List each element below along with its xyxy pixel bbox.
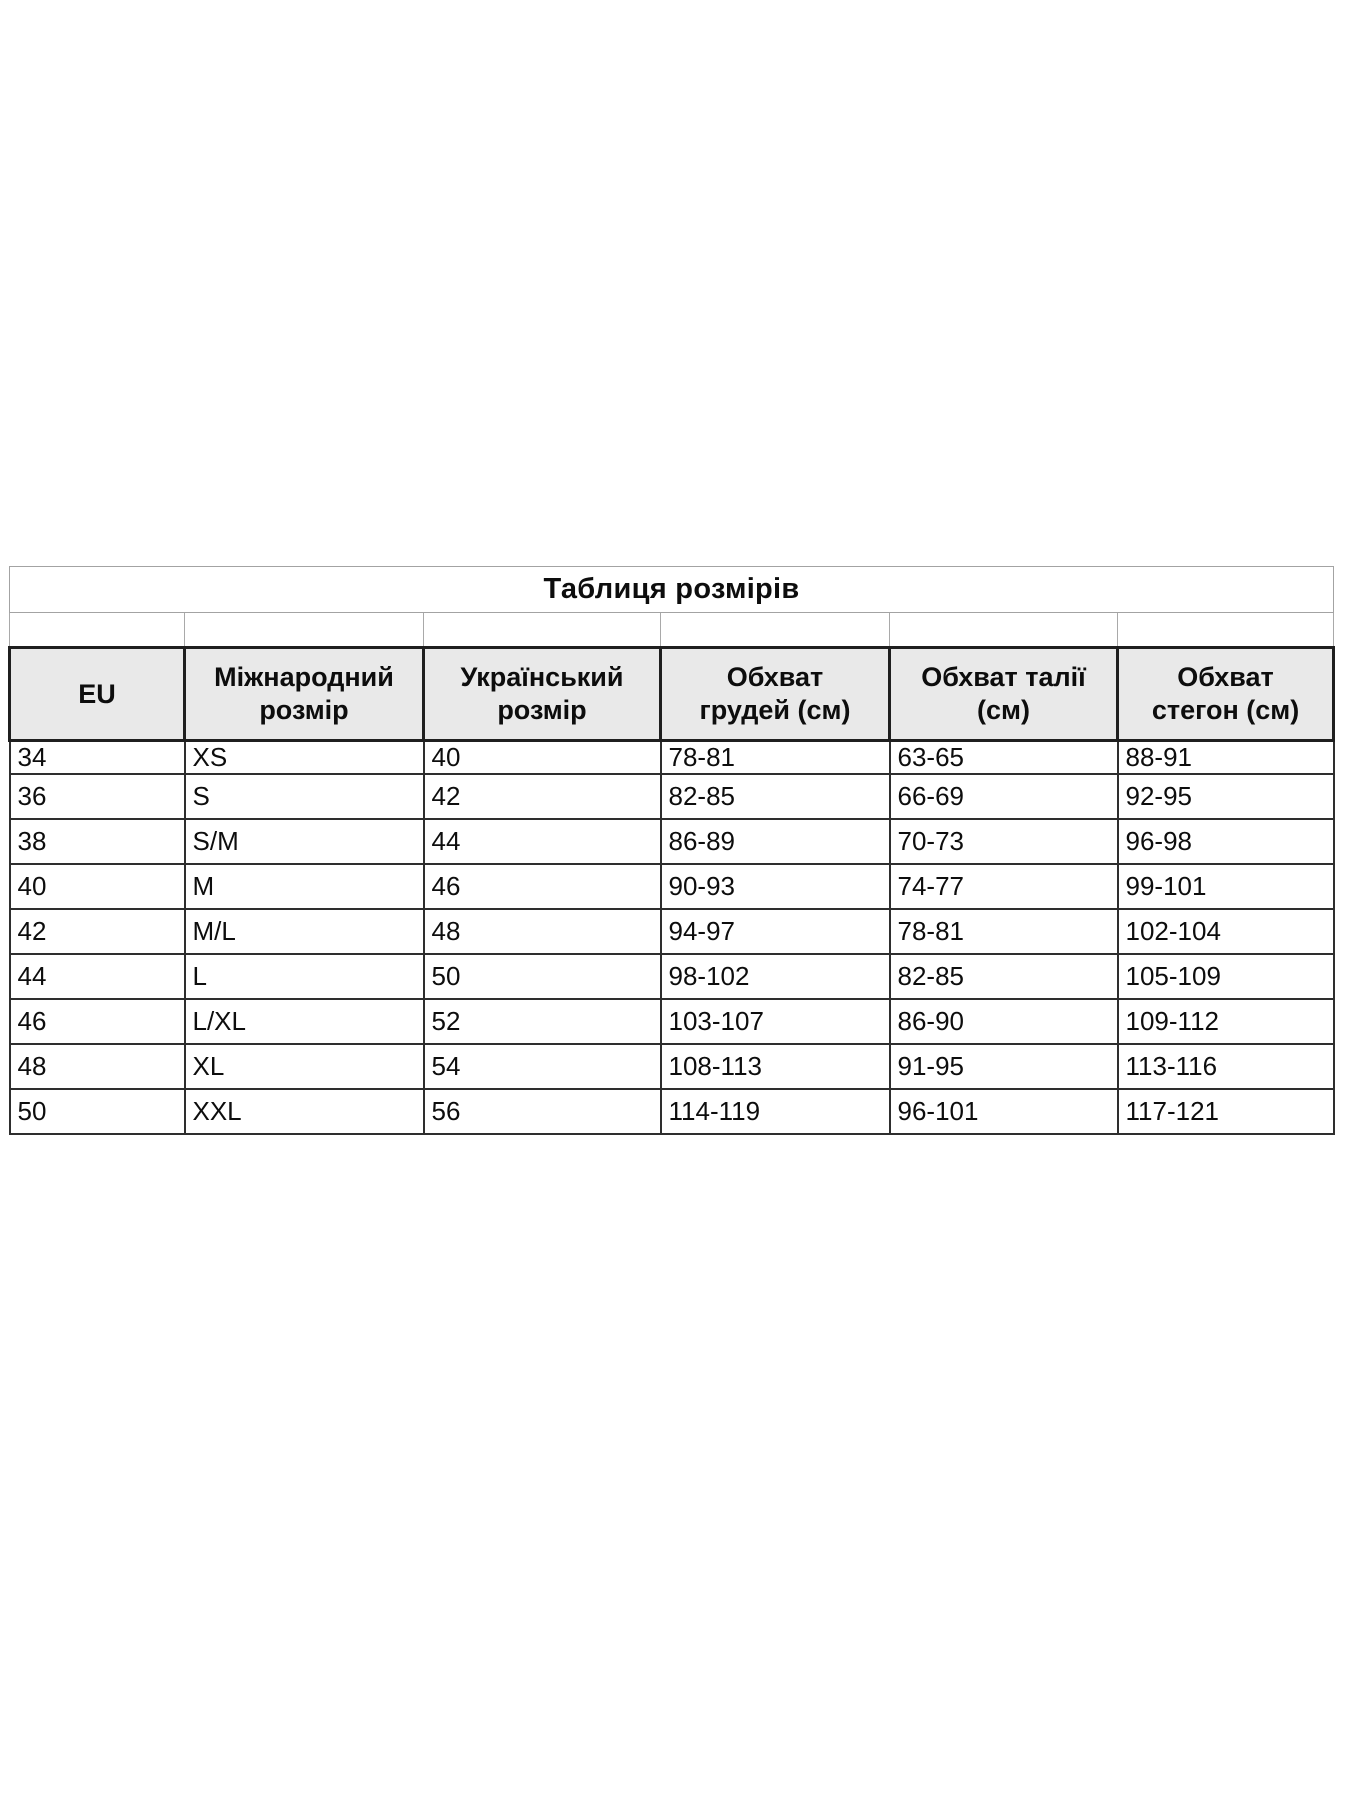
table-cell: 102-104 bbox=[1118, 909, 1334, 954]
table-cell: 99-101 bbox=[1118, 864, 1334, 909]
column-header-eu bbox=[10, 648, 185, 741]
title-row bbox=[10, 567, 1334, 613]
table-cell: 96-98 bbox=[1118, 819, 1334, 864]
table-cell: XXL bbox=[185, 1089, 424, 1134]
table-title: Таблиця розмірів bbox=[10, 567, 1334, 613]
table-row bbox=[10, 864, 1334, 909]
header-row bbox=[10, 648, 1334, 741]
table-cell: M/L bbox=[185, 909, 424, 954]
size-chart-container bbox=[8, 566, 1332, 1135]
table-cell: 50 bbox=[424, 954, 661, 999]
table-cell: 94-97 bbox=[661, 909, 890, 954]
spacer-row bbox=[10, 613, 1334, 648]
table-cell: 42 bbox=[424, 774, 661, 819]
spacer-cell bbox=[890, 613, 1118, 648]
column-header-line: Обхват bbox=[1177, 662, 1274, 693]
table-cell: XS bbox=[185, 741, 424, 775]
column-header-line: Обхват талії bbox=[921, 662, 1086, 693]
table-cell: M bbox=[185, 864, 424, 909]
table-cell: 113-116 bbox=[1118, 1044, 1334, 1089]
table-cell: 42 bbox=[10, 909, 185, 954]
table-cell: 108-113 bbox=[661, 1044, 890, 1089]
table-cell: 56 bbox=[424, 1089, 661, 1134]
column-header-line: розмір bbox=[497, 695, 587, 725]
table-cell: 90-93 bbox=[661, 864, 890, 909]
column-header-line: розмір bbox=[259, 695, 349, 725]
table-cell: 109-112 bbox=[1118, 999, 1334, 1044]
table-cell: 88-91 bbox=[1118, 741, 1334, 775]
table-cell: 74-77 bbox=[890, 864, 1118, 909]
column-header-line: EU bbox=[78, 678, 116, 709]
table-cell: 34 bbox=[10, 741, 185, 775]
table-cell: XL bbox=[185, 1044, 424, 1089]
table-cell: 82-85 bbox=[890, 954, 1118, 999]
table-cell: 78-81 bbox=[661, 741, 890, 775]
table-cell: 86-90 bbox=[890, 999, 1118, 1044]
column-header-line: Український bbox=[460, 662, 624, 693]
table-cell: 70-73 bbox=[890, 819, 1118, 864]
table-cell: 48 bbox=[10, 1044, 185, 1089]
table-cell: L bbox=[185, 954, 424, 999]
column-header-waist bbox=[890, 648, 1118, 741]
table-cell: 40 bbox=[424, 741, 661, 775]
table-row bbox=[10, 1044, 1334, 1089]
table-cell: 66-69 bbox=[890, 774, 1118, 819]
spacer-cell bbox=[1118, 613, 1334, 648]
table-cell: 82-85 bbox=[661, 774, 890, 819]
table-row bbox=[10, 741, 1334, 775]
column-header-chest bbox=[661, 648, 890, 741]
table-cell: 40 bbox=[10, 864, 185, 909]
table-cell: 117-121 bbox=[1118, 1089, 1334, 1134]
column-header-ukrainian-size bbox=[424, 648, 661, 741]
column-header-line: Міжнародний bbox=[214, 662, 394, 693]
table-row bbox=[10, 954, 1334, 999]
table-cell: 91-95 bbox=[890, 1044, 1118, 1089]
size-table bbox=[8, 566, 1335, 1135]
table-cell: 46 bbox=[424, 864, 661, 909]
table-cell: 78-81 bbox=[890, 909, 1118, 954]
column-header-hips bbox=[1118, 648, 1334, 741]
table-cell: 52 bbox=[424, 999, 661, 1044]
table-cell: 46 bbox=[10, 999, 185, 1044]
table-cell: 36 bbox=[10, 774, 185, 819]
table-row bbox=[10, 819, 1334, 864]
column-header-line: Обхват bbox=[726, 662, 824, 693]
table-cell: 98-102 bbox=[661, 954, 890, 999]
table-cell: 105-109 bbox=[1118, 954, 1334, 999]
table-cell: S/M bbox=[185, 819, 424, 864]
table-cell: 48 bbox=[424, 909, 661, 954]
column-header-line: грудей (см) bbox=[699, 695, 851, 725]
table-cell: 114-119 bbox=[661, 1089, 890, 1134]
table-row bbox=[10, 1089, 1334, 1134]
spacer-cell bbox=[661, 613, 890, 648]
table-row bbox=[10, 999, 1334, 1044]
spacer-cell bbox=[424, 613, 661, 648]
table-cell: 44 bbox=[10, 954, 185, 999]
table-cell: 103-107 bbox=[661, 999, 890, 1044]
table-row bbox=[10, 774, 1334, 819]
table-cell: 54 bbox=[424, 1044, 661, 1089]
table-cell: 86-89 bbox=[661, 819, 890, 864]
table-row bbox=[10, 909, 1334, 954]
table-cell: 92-95 bbox=[1118, 774, 1334, 819]
spacer-cell bbox=[185, 613, 424, 648]
table-cell: 63-65 bbox=[890, 741, 1118, 775]
table-cell: L/XL bbox=[185, 999, 424, 1044]
table-cell: 96-101 bbox=[890, 1089, 1118, 1134]
table-cell: 44 bbox=[424, 819, 661, 864]
table-cell: S bbox=[185, 774, 424, 819]
table-cell: 38 bbox=[10, 819, 185, 864]
column-header-international-size bbox=[185, 648, 424, 741]
column-header-line: стегон (см) bbox=[1151, 695, 1300, 725]
table-cell: 50 bbox=[10, 1089, 185, 1134]
column-header-line: (см) bbox=[977, 695, 1030, 725]
spacer-cell bbox=[10, 613, 185, 648]
